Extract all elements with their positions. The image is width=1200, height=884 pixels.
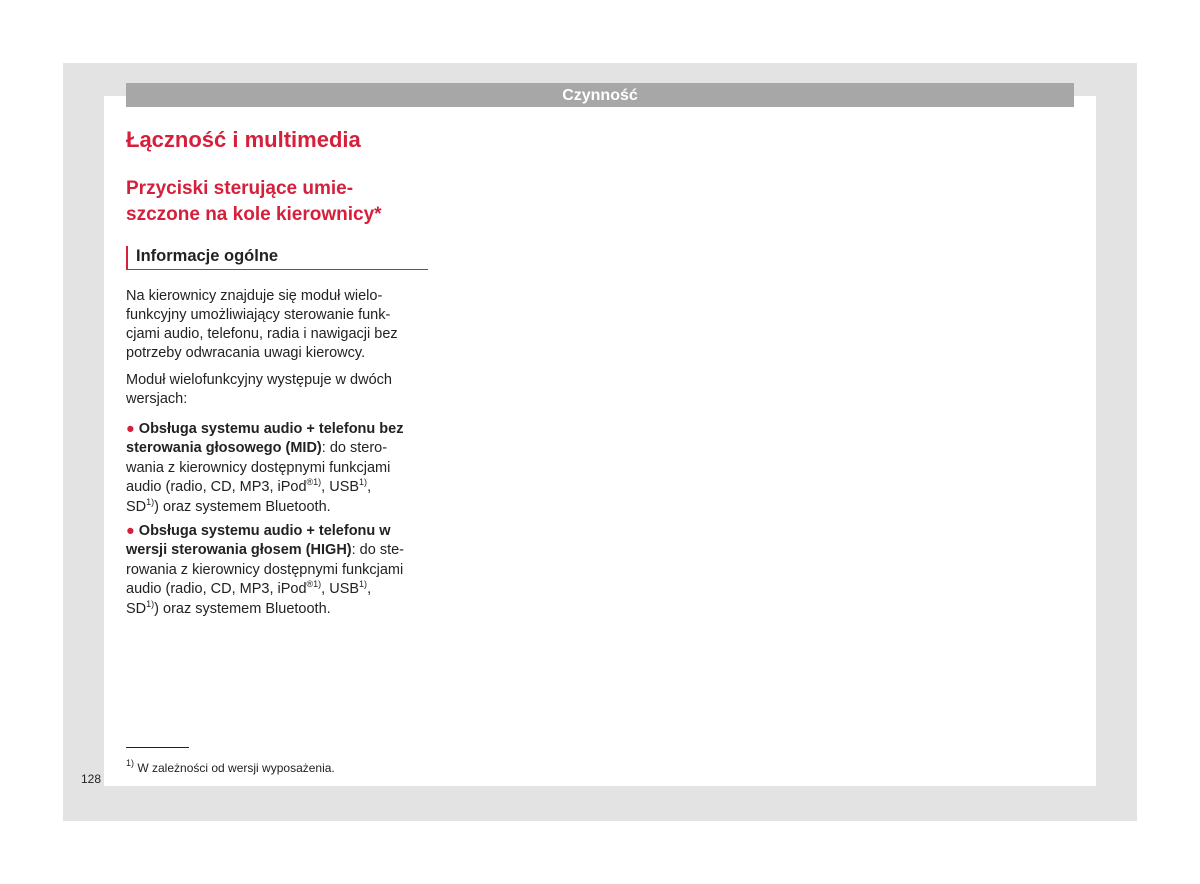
bullet-text: , <box>367 581 372 598</box>
footnote-ref: 1) <box>146 496 155 507</box>
bullet-text: rowania z kierownicy dostępnymi funkcjami <box>126 561 404 578</box>
footnote <box>126 760 335 776</box>
text-column <box>126 120 428 624</box>
text-line: potrzeby odwracania uwagi kierowcy. <box>126 345 366 361</box>
bullet-item-high <box>126 522 428 619</box>
text-line: Moduł wielofunkcyjny występuje w dwóch <box>126 372 392 388</box>
bullet-icon: ● <box>126 421 135 437</box>
bullet-text: : do stero- <box>321 440 388 457</box>
bullet-icon: ● <box>126 523 135 540</box>
bullet-text: ) oraz systemem Bluetooth. <box>154 600 331 617</box>
subtitle-line-1: Przyciski sterujące umie- <box>126 178 354 199</box>
text-line: wersjach: <box>126 391 188 407</box>
bullet-text: , USB <box>321 479 360 496</box>
footnote-ref: 1) <box>359 477 368 488</box>
bullet-text: wania z kierownicy dostępnymi funkcjami <box>126 459 391 476</box>
footnote-marker: 1) <box>126 758 135 768</box>
paragraph-versions <box>126 371 428 409</box>
footnote-ref: 1) <box>359 579 368 590</box>
bullet-text: , <box>367 479 372 496</box>
footnote-ref: 1) <box>146 598 155 609</box>
bullet-text: SD <box>126 498 147 515</box>
paragraph-intro <box>126 287 428 363</box>
bullet-text: ) oraz systemem Bluetooth. <box>154 498 331 515</box>
bullet-title: Obsługa systemu audio + telefonu w <box>138 523 391 540</box>
bullet-item-mid <box>126 420 428 517</box>
bullet-list <box>126 420 428 619</box>
footnote-divider <box>126 747 189 748</box>
chapter-header: Czynność <box>126 83 1074 107</box>
text-line: funkcyjny umożliwiający sterowanie funk- <box>126 307 391 323</box>
page-number: 128 <box>81 772 102 786</box>
footnote-ref: ®1) <box>306 579 322 590</box>
footnote-ref: ®1) <box>306 477 322 488</box>
bullet-title: Obsługa systemu audio + telefonu bez <box>138 421 404 437</box>
bullet-text: audio (radio, CD, MP3, iPod <box>126 479 307 496</box>
bullet-text: , USB <box>321 581 360 598</box>
page-title: Łączność i multimedia <box>126 127 361 152</box>
bullet-text: audio (radio, CD, MP3, iPod <box>126 581 307 598</box>
section-subtitle <box>126 176 428 228</box>
bullet-title: sterowania głosowego (MID) <box>126 440 322 457</box>
bullet-title: wersji sterowania głosem (HIGH) <box>126 542 352 559</box>
bullet-text: : do ste- <box>351 542 405 559</box>
section-heading: Informacje ogólne <box>126 246 428 270</box>
footnote-text: W zależności od wersji wyposażenia. <box>134 761 335 775</box>
subtitle-line-2: szczone na kole kierownicy* <box>126 204 382 225</box>
text-line: Na kierownicy znajduje się moduł wielo- <box>126 288 383 304</box>
text-line: cjami audio, telefonu, radia i nawigacji bez <box>126 326 398 342</box>
bullet-text: SD <box>126 600 147 617</box>
